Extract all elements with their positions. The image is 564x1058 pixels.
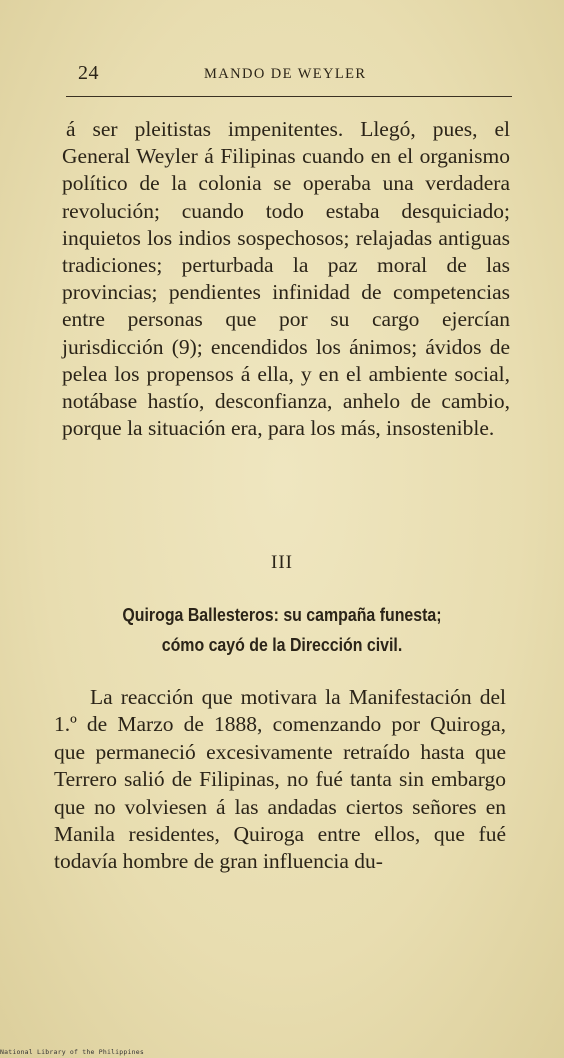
section-heading <box>84 600 480 660</box>
body-text <box>62 116 510 442</box>
library-credit: National Library of the Philippines <box>0 1048 144 1056</box>
section-heading-line: cómo cayó de la Dirección civil. <box>161 634 403 655</box>
section-body-text <box>54 684 506 876</box>
section-heading-line: Quiroga Ballesteros: su campaña funesta; <box>122 604 442 625</box>
page-header <box>78 58 510 88</box>
section-numeral: III <box>271 552 293 573</box>
header-rule <box>66 96 512 97</box>
page-number: 24 <box>78 62 99 84</box>
paragraph: á ser pleitistas impenitentes. Llegó, pues, el General Weyler á Filipinas cuando en el organismo político de la colonia se operaba una verdadera revolución; cuando todo estaba desquiciado; inquietos los indios sospechosos; relajadas antiguas tradiciones; perturbada la paz moral de las provincias; pendientes infinidad de competencias entre personas que por su cargo ejercían jurisdicción (9); encendidos los ánimos; ávidos de pelea los propensos á ella, y en el ambiente social, notábase hastío, desconfianza, anhelo de cambio, porque la situación era, para los más, insostenible. <box>62 117 510 441</box>
paragraph: La reacción que motivara la Manifestación del 1.º de Marzo de 1888, comenzando por Quiroga, que permaneció excesivamente retraído hasta que Terrero salió de Filipinas, no fué tanta sin embargo que no volviesen á las andadas ciertos señores en Manila residentes, Quiroga entre ellos, que fué todavía hombre de gran influencia du- <box>54 685 506 874</box>
running-title: MANDO DE WEYLER <box>204 66 367 82</box>
